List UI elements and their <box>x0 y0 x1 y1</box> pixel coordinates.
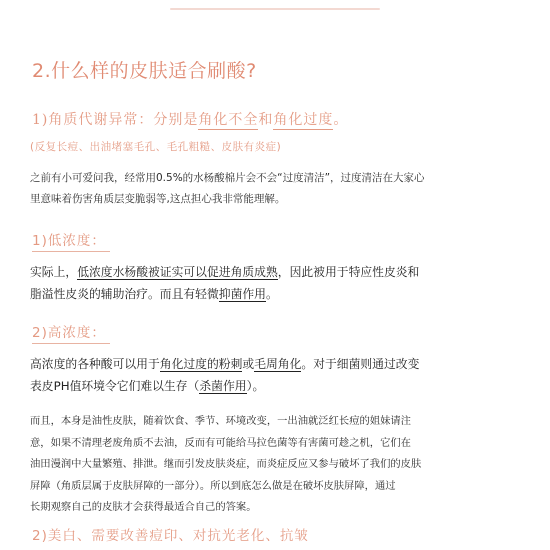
section-heading: 2.什么样的皮肤适合刷酸? <box>32 60 257 82</box>
subsection-title <box>32 109 348 129</box>
top-divider <box>170 8 380 10</box>
text-run: ）。 <box>246 379 265 393</box>
text-run: 脂溢性皮炎的辅助治疗。而且有轻微 <box>30 287 219 301</box>
underlined-text: 杀菌作用 <box>199 379 247 393</box>
subsection-subtitle: (反复长痘、出油堵塞毛孔、毛孔粗糙、皮肤有炎症) <box>30 141 282 153</box>
paragraph-line <box>30 353 540 375</box>
intro-paragraph <box>30 168 530 210</box>
paragraph-line: 长期观察自己的皮肤才会获得最适合自己的答案。 <box>30 501 257 513</box>
paragraph-line: 里意味着伤害角质层变脆弱等,这点担心我非常能理解。 <box>30 193 286 205</box>
text-run: ，因此被用于特应性皮炎和 <box>277 265 420 279</box>
subsection-title-prefix: 1)角质代谢异常：分别是 <box>32 112 199 128</box>
paragraph-line: 之前有小可爱问我，经常用0.5%的水杨酸棉片会不会“过度清洁”，过度清洁在大家心 <box>30 172 425 184</box>
paragraph-line <box>30 261 540 283</box>
underlined-text: 低浓度水杨酸被证实可以 <box>77 265 207 279</box>
top-decoration <box>0 0 550 18</box>
high-concentration-heading: 2)高浓度： <box>32 321 106 341</box>
text-run: 表皮PH值环境令它们难以生存（ <box>30 379 200 393</box>
paragraph-line: 油田漫润中大量繁殖、排泄。继而引发皮肤炎症，而炎症反应又参与破坏了我们的皮肤 <box>30 458 422 470</box>
oily-skin-paragraph <box>30 411 540 519</box>
underlined-text: 促进角质成熟 <box>206 265 278 279</box>
paragraph-line: 而且，本身是油性皮肤，随着饮食、季节、环境改变，一出油就泛红长痘的姐妹请注 <box>30 415 411 427</box>
high-concentration-paragraph <box>30 353 540 397</box>
text-run: 。对于细菌则通过改变 <box>301 357 420 371</box>
underlined-text: 抑菌作用 <box>218 287 266 301</box>
subsection-and: 和 <box>258 112 274 128</box>
low-concentration-paragraph <box>30 261 540 305</box>
low-concentration-heading: 1)低浓度： <box>32 229 106 249</box>
next-section-heading: 2)美白、需要改善痘印、对抗光老化、抗皱 <box>32 528 309 544</box>
paragraph-line <box>30 375 540 397</box>
text-run: 实际上， <box>30 265 78 279</box>
paragraph-line: 意，如果不清理老废角质不去油，反而有可能给马拉色菌等有害菌可趁之机，它们在 <box>30 436 411 449</box>
subsection-end: 。 <box>333 112 349 128</box>
subsection-highlight-2: 角化过度 <box>273 112 334 128</box>
text-run: 或 <box>242 357 255 371</box>
subsection-highlight-1: 角化不全 <box>198 112 259 128</box>
underlined-text: 毛周角化 <box>254 357 302 371</box>
paragraph-line: 屏障（角质层属于皮肤屏障的一部分）。所以到底怎么做是在破坏皮肤屏障，通过 <box>30 479 396 492</box>
underlined-text: 角化过度的粉刺 <box>159 357 243 371</box>
paragraph-line <box>30 283 540 305</box>
text-run: 高浓度的各种酸可以用于 <box>30 357 160 371</box>
text-run: 。 <box>265 287 278 301</box>
